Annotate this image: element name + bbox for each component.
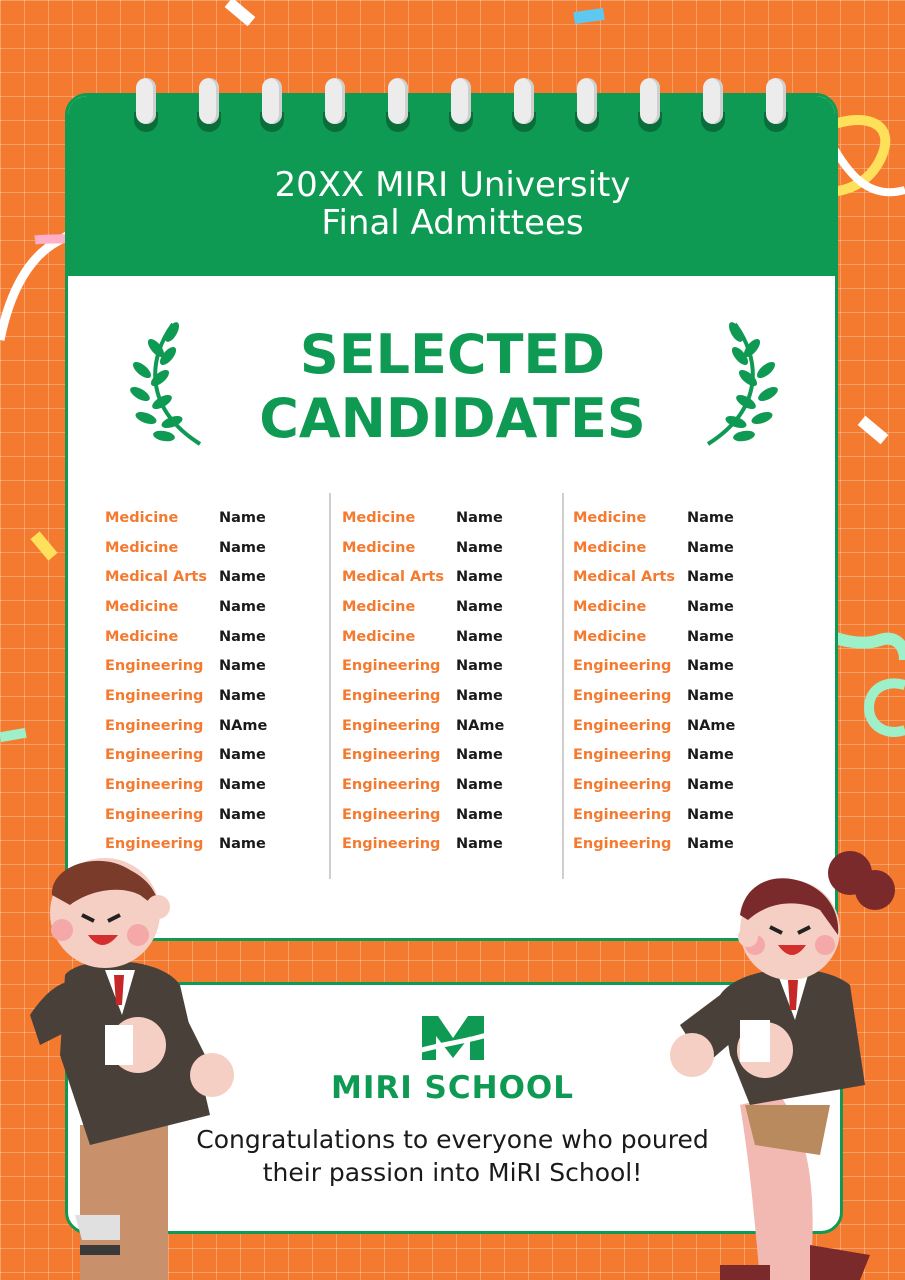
candidates-column-2 xyxy=(342,503,562,859)
candidate-name: Name xyxy=(219,777,266,794)
candidate-row xyxy=(105,681,325,711)
candidate-department: Engineering xyxy=(342,836,441,853)
student-girl-illustration xyxy=(660,845,905,1280)
column-divider xyxy=(562,493,564,879)
candidate-name: Name xyxy=(456,687,503,704)
candidate-name: Name xyxy=(687,628,734,645)
candidate-name: Name xyxy=(456,509,503,526)
candidate-department: Engineering xyxy=(573,717,672,734)
candidate-name: Name xyxy=(456,628,503,645)
candidate-name: Name xyxy=(456,598,503,615)
headline-line1: SELECTED xyxy=(299,323,606,386)
candidate-department: Engineering xyxy=(342,658,441,675)
candidate-row xyxy=(342,770,562,800)
miri-logo-icon xyxy=(408,1012,498,1064)
candidate-name: Name xyxy=(219,687,266,704)
candidate-row xyxy=(573,681,793,711)
candidate-department: Engineering xyxy=(342,687,441,704)
candidate-name: Name xyxy=(456,806,503,823)
candidate-row xyxy=(573,622,793,652)
candidate-department: Medicine xyxy=(573,628,647,645)
candidate-department: Engineering xyxy=(573,836,672,853)
candidate-department: Medicine xyxy=(342,509,416,526)
candidate-department: Engineering xyxy=(573,806,672,823)
candidate-name: Name xyxy=(456,777,503,794)
candidate-name: Name xyxy=(687,658,734,675)
candidate-name: Name xyxy=(687,569,734,586)
candidate-department: Engineering xyxy=(105,747,204,764)
candidate-row xyxy=(573,562,793,592)
candidate-name: Name xyxy=(456,569,503,586)
candidate-department: Engineering xyxy=(105,687,204,704)
candidate-row xyxy=(342,830,562,860)
candidate-row xyxy=(342,622,562,652)
candidate-row xyxy=(342,592,562,622)
candidate-department: Medicine xyxy=(105,598,179,615)
ring-binders xyxy=(0,0,905,140)
candidate-department: Engineering xyxy=(573,777,672,794)
candidate-row xyxy=(105,800,325,830)
candidate-department: Engineering xyxy=(105,836,204,853)
congrats-line1: Congratulations to everyone who poured xyxy=(196,1125,709,1154)
candidate-department: Engineering xyxy=(342,717,441,734)
candidate-department: Engineering xyxy=(105,658,204,675)
candidate-row xyxy=(573,711,793,741)
candidates-column-3 xyxy=(573,503,793,859)
candidate-row xyxy=(573,770,793,800)
header-title-line2: Final Admittees xyxy=(321,203,584,243)
candidate-row xyxy=(573,651,793,681)
laurel-right-icon xyxy=(700,318,780,450)
congrats-line2: their passion into MiRI School! xyxy=(262,1158,643,1187)
candidate-row xyxy=(342,503,562,533)
candidate-department: Engineering xyxy=(342,777,441,794)
candidate-name: Name xyxy=(456,747,503,764)
candidate-row xyxy=(105,533,325,563)
candidate-name: NAme xyxy=(219,717,268,734)
candidate-name: Name xyxy=(687,539,734,556)
candidate-name: Name xyxy=(456,539,503,556)
candidate-name: Name xyxy=(687,836,734,853)
candidate-row xyxy=(342,533,562,563)
candidate-name: Name xyxy=(219,836,266,853)
candidate-department: Medicine xyxy=(342,598,416,615)
candidate-name: Name xyxy=(687,747,734,764)
candidate-department: Medicine xyxy=(105,628,179,645)
student-boy-illustration xyxy=(10,855,245,1280)
candidate-row xyxy=(105,741,325,771)
laurel-left-icon xyxy=(128,318,208,450)
candidate-department: Engineering xyxy=(342,747,441,764)
candidate-name: Name xyxy=(219,628,266,645)
candidate-department: Engineering xyxy=(342,806,441,823)
candidate-department: Engineering xyxy=(573,687,672,704)
candidate-department: Medicine xyxy=(105,509,179,526)
header-title xyxy=(0,166,905,242)
candidate-name: Name xyxy=(219,539,266,556)
candidate-department: Engineering xyxy=(105,777,204,794)
header-title-line1: 20XX MIRI University xyxy=(274,165,631,205)
candidate-row xyxy=(342,800,562,830)
candidate-department: Medicine xyxy=(105,539,179,556)
candidate-row xyxy=(573,503,793,533)
candidate-row xyxy=(573,533,793,563)
candidate-name: Name xyxy=(687,777,734,794)
candidate-department: Medical Arts xyxy=(573,569,675,586)
candidate-row xyxy=(105,770,325,800)
candidate-row xyxy=(573,800,793,830)
candidate-row xyxy=(342,741,562,771)
candidate-row xyxy=(342,651,562,681)
candidate-name: Name xyxy=(219,747,266,764)
candidate-name: Name xyxy=(219,806,266,823)
candidate-department: Engineering xyxy=(105,717,204,734)
candidate-row xyxy=(105,503,325,533)
candidate-name: NAme xyxy=(456,717,505,734)
candidate-name: Name xyxy=(219,598,266,615)
candidate-row xyxy=(105,711,325,741)
candidate-row xyxy=(105,622,325,652)
candidate-department: Engineering xyxy=(105,806,204,823)
candidate-department: Medicine xyxy=(573,509,647,526)
candidate-department: Medicine xyxy=(342,539,416,556)
candidate-department: Engineering xyxy=(573,747,672,764)
headline-line2: CANDIDATES xyxy=(259,387,646,450)
candidate-name: NAme xyxy=(687,717,736,734)
candidate-row xyxy=(342,711,562,741)
candidate-row xyxy=(573,741,793,771)
candidate-name: Name xyxy=(219,509,266,526)
candidate-name: Name xyxy=(456,658,503,675)
school-name: MIRI SCHOOL xyxy=(330,1070,575,1106)
candidate-row xyxy=(105,562,325,592)
candidate-name: Name xyxy=(687,598,734,615)
candidate-row xyxy=(105,651,325,681)
candidate-department: Medical Arts xyxy=(342,569,444,586)
candidate-name: Name xyxy=(219,658,266,675)
candidate-row xyxy=(342,681,562,711)
candidates-column-1 xyxy=(105,503,325,859)
column-divider xyxy=(329,493,331,879)
candidate-name: Name xyxy=(687,509,734,526)
candidate-name: Name xyxy=(456,836,503,853)
candidate-name: Name xyxy=(687,806,734,823)
candidate-name: Name xyxy=(219,569,266,586)
candidate-department: Medicine xyxy=(342,628,416,645)
candidate-row xyxy=(105,592,325,622)
candidate-department: Medicine xyxy=(573,598,647,615)
candidate-name: Name xyxy=(687,687,734,704)
candidate-department: Engineering xyxy=(573,658,672,675)
candidate-row xyxy=(342,562,562,592)
candidate-department: Medicine xyxy=(573,539,647,556)
candidate-row xyxy=(573,592,793,622)
candidate-department: Medical Arts xyxy=(105,569,207,586)
